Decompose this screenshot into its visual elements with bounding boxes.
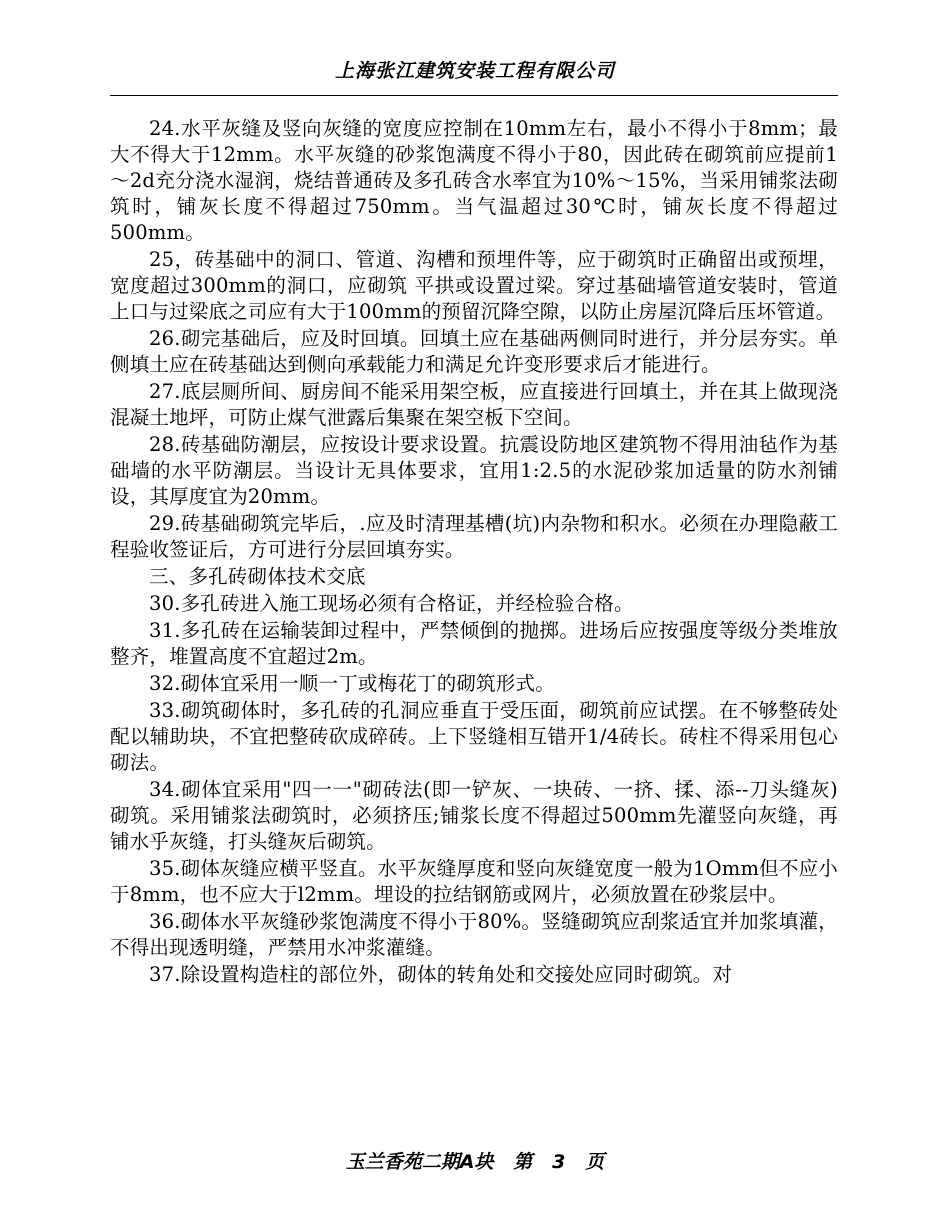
paragraph-33: 33.砌筑砌体时，多孔砖的孔洞应垂直于受压面，砌筑前应试摆。在不够整砖处配以辅助块，不宜把整砖砍成碎砖。上下竖缝相互错开1/4砖长。砖柱不得采用包心砌法。 xyxy=(110,699,838,774)
paragraph-24: 24.水平灰缝及竖向灰缝的宽度应控制在10mm左右，最小不得小于8mm；最大不得大于12mm。水平灰缝的砂浆饱满度不得小于80，因此砖在砌筑前应提前1～2d充分浇水湿润，烧结普通砖及多孔砖含水率宜为10%～15%，当采用铺浆法砌筑时，铺灰长度不得超过750mm。当气温超过30℃时，铺灰长度不得超过500mm。 xyxy=(110,117,838,244)
page-label-after: 页 xyxy=(585,1151,605,1173)
paragraph-30: 30.多孔砖进入施工现场必须有合格证，并经检验合格。 xyxy=(149,592,634,615)
page-footer xyxy=(0,1149,950,1175)
page-label-before: 第 xyxy=(513,1151,533,1173)
paragraph-36: 36.砌体水平灰缝砂浆饱满度不得小于80%。竖缝砌筑应刮浆适宜并加浆填灌，不得出现透明缝，严禁用水冲浆灌缝。 xyxy=(110,910,838,959)
document-body xyxy=(110,116,838,989)
paragraph-31: 31.多孔砖在运输装卸过程中，严禁倾倒的抛掷。进场后应按强度等级分类堆放整齐，堆置高度不宜超过2m。 xyxy=(110,619,838,668)
paragraph-37: 37.除设置构造柱的部位外，砌体的转角处和交接处应同时砌筑。对 xyxy=(149,963,733,986)
paragraph-26: 26.砌完基础后，应及时回填。回填土应在基础两侧同时进行，并分层夯实。单侧填土应在砖基础达到侧向承载能力和满足允许变形要求后才能进行。 xyxy=(110,327,838,376)
paragraph-28: 28.砖基础防潮层，应按设计要求设置。抗震设防地区建筑物不得用油毡作为基础墙的水平防潮层。当设计无具体要求，宜用1:2.5的水泥砂浆加适量的防水剂铺设，其厚度宜为20mm。 xyxy=(110,433,838,508)
project-name: 玉兰香苑二期A块 xyxy=(345,1151,494,1173)
header-divider xyxy=(110,95,838,96)
paragraph-34: 34.砌体宜采用"四一一"砌砖法(即一铲灰、一块砖、一挤、揉、添--刀头缝灰)砌筑。采用铺浆法砌筑时，必须挤压;铺浆长度不得超过500mm先灌竖向灰缝，再铺水乎灰缝，打头缝灰后砌筑。 xyxy=(110,778,838,853)
paragraph-27: 27.底层厕所间、厨房间不能采用架空板，应直接进行回填土，并在其上做现浇混凝土地坪，可防止煤气泄露后集聚在架空板下空间。 xyxy=(110,380,838,429)
section-heading: 三、多孔砖砌体技术交底 xyxy=(149,565,366,588)
paragraph-25: 25，砖基础中的洞口、管道、沟槽和预埋件等，应于砌筑时正确留出或预埋，宽度超过300mm的洞口，应砌筑 平拱或设置过梁。穿过基础墙管道安装时，管道上口与过梁底之司应有大于100mm的预留沉降空隙，以防止房屋沉降后压坏管道。 xyxy=(110,248,838,323)
paragraph-32: 32.砌体宜采用一顺一丁或梅花丁的砌筑形式。 xyxy=(149,672,555,695)
paragraph-35: 35.砌体灰缝应横平竖直。水平灰缝厚度和竖向灰缝宽度一般为1Omm但不应小于8mm，也不应大于l2mm。埋设的拉结钢筋或网片，必须放置在砂浆层中。 xyxy=(110,857,838,906)
page-number: 3 xyxy=(552,1151,566,1173)
company-name: 上海张江建筑安装工程有限公司 xyxy=(334,60,615,82)
paragraph-29: 29.砖基础砌筑完毕后，.应及时清理基槽(坑)内杂物和积水。必须在办理隐蔽工程验收签证后，方可进行分层回填夯实。 xyxy=(110,512,838,561)
page-header xyxy=(0,58,950,84)
